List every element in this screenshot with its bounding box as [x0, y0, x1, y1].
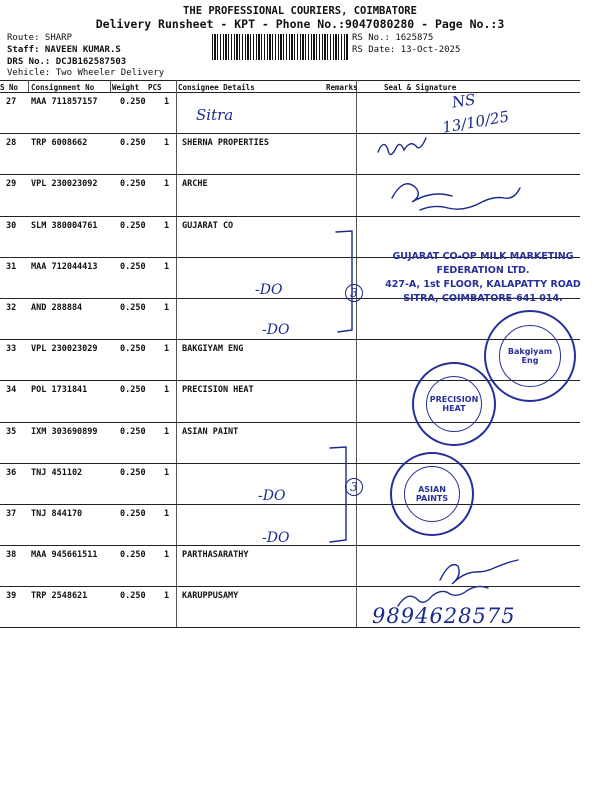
- row-sno: 33: [6, 344, 17, 355]
- remarks-bracket-2: [330, 447, 346, 542]
- row-weight: 0.250: [120, 467, 146, 478]
- row-consignment-no: SLM 380004761: [31, 220, 98, 231]
- col-consignment: Consignment No: [31, 83, 95, 92]
- row-consignee: SHERNA PROPERTIES: [182, 138, 269, 149]
- signature-row-28: [378, 138, 426, 155]
- row-divider: [0, 463, 580, 464]
- row-consignee: ARCHE: [182, 179, 208, 190]
- row-consignment-no: AND 288884: [31, 303, 83, 313]
- col-consignee: Consignee Details: [178, 83, 255, 92]
- row-weight: 0.250: [120, 261, 146, 272]
- bakgiyam-stamp-text: Bakgiyam Eng: [499, 325, 561, 387]
- row-pcs: 1: [164, 550, 170, 561]
- row-pcs: 1: [164, 261, 170, 272]
- precision-stamp-text: PRECISION HEAT: [426, 376, 482, 432]
- remarks-bracket-1: [336, 231, 352, 332]
- gujarat-stamp: [378, 250, 588, 306]
- col-sno: S No: [0, 83, 19, 92]
- bakgiyam-stamp: [484, 310, 576, 402]
- gujarat-stamp-line: FEDERATION LTD.: [436, 265, 530, 276]
- row-divider: [0, 504, 580, 505]
- route-label: Route: SHARP: [7, 33, 73, 43]
- row-consignment-no: TRP 6008662: [31, 138, 88, 149]
- row-weight: 0.250: [120, 385, 146, 396]
- staff-label: Staff: NAVEEN KUMAR.S: [7, 45, 121, 55]
- row-divider: [0, 586, 580, 587]
- row-weight: 0.250: [120, 550, 146, 561]
- handwritten-date: 13/10/25: [440, 107, 511, 137]
- row-sno: 36: [6, 467, 17, 478]
- row-pcs: 1: [164, 385, 170, 396]
- barcode: [212, 34, 348, 60]
- row-consignment-no: MAA 945661511: [31, 550, 98, 561]
- handwritten-initials: NS: [450, 90, 477, 112]
- signature-row-29: [392, 184, 520, 210]
- rs-number: RS No.: 1625875: [352, 33, 434, 43]
- row-consignee: PARTHASARATHY: [182, 550, 249, 561]
- asian-paints-stamp-text: ASIAN PAINTS: [404, 466, 460, 522]
- row-consignee: GUJARAT CO: [182, 220, 234, 231]
- ditto-row-31: -DO: [255, 282, 283, 298]
- row-pcs: 1: [164, 97, 170, 107]
- row-sno: 34: [6, 385, 17, 396]
- precision-stamp: [412, 362, 496, 446]
- table-top-rule: [0, 80, 580, 81]
- row-sno: 37: [6, 509, 17, 519]
- row-divider: [0, 422, 580, 423]
- row-pcs: 1: [164, 179, 170, 190]
- row-pcs: 1: [164, 303, 170, 313]
- row-consignee: BAKGIYAM ENG: [182, 344, 244, 355]
- row-weight: 0.250: [120, 179, 146, 190]
- gujarat-stamp-line: GUJARAT CO-OP MILK MARKETING: [392, 251, 574, 262]
- vehicle-label: Vehicle: Two Wheeler Delivery: [7, 68, 165, 78]
- row-pcs: 1: [164, 344, 170, 355]
- gujarat-stamp-line: SITRA, COIMBATORE-641 014.: [403, 293, 563, 304]
- ditto-row-36: -DO: [258, 488, 286, 504]
- gujarat-stamp-line: 427-A, 1st FLOOR, KALAPATTY ROAD: [385, 279, 581, 290]
- row-divider: [0, 545, 580, 546]
- row-sno: 29: [6, 179, 17, 190]
- row-sno: 30: [6, 220, 17, 231]
- row-consignment-no: POL 1731841: [31, 385, 88, 396]
- row-weight: 0.250: [120, 344, 146, 355]
- row-weight: 0.250: [120, 509, 146, 519]
- row-sno: 32: [6, 303, 17, 313]
- row-weight: 0.250: [120, 138, 146, 149]
- row-consignment-no: IXM 303690899: [31, 426, 98, 437]
- col-remarks: Remarks: [326, 83, 358, 92]
- row-divider: [0, 133, 580, 134]
- row-consignment-no: TRP 2548621: [31, 591, 88, 602]
- row-weight: 0.250: [120, 220, 146, 231]
- row-sno: 35: [6, 426, 17, 437]
- row-consignment-no: MAA 712044413: [31, 261, 98, 272]
- handwritten-sitra: Sitra: [196, 106, 234, 124]
- drs-label: DRS No.: DCJB162587503: [7, 57, 127, 67]
- col-seal-signature: Seal & Signature: [384, 83, 457, 92]
- row-sno: 31: [6, 261, 17, 272]
- row-consignment-no: TNJ 844170: [31, 509, 83, 519]
- col-sep: [110, 80, 111, 92]
- row-divider: [0, 216, 580, 217]
- row-pcs: 1: [164, 138, 170, 149]
- col-sep: [28, 80, 29, 92]
- company-name: THE PROFESSIONAL COURIERS, COIMBATORE: [183, 5, 417, 17]
- row-sno: 39: [6, 591, 17, 602]
- row-consignee: KARUPPUSAMY: [182, 591, 239, 602]
- row-pcs: 1: [164, 426, 170, 437]
- row-consignment-no: VPL 230023029: [31, 344, 98, 355]
- row-pcs: 1: [164, 591, 170, 602]
- signature-row-38: [440, 560, 518, 584]
- row-consignment-no: TNJ 451102: [31, 467, 83, 478]
- col-weight: Weight: [112, 83, 140, 92]
- ditto-row-32: -DO: [262, 322, 290, 338]
- circled-count-1: 3: [345, 284, 363, 302]
- row-weight: 0.250: [120, 303, 146, 313]
- row-divider: [0, 174, 580, 175]
- row-consignee: PRECISION HEAT: [182, 385, 254, 396]
- row-weight: 0.250: [120, 591, 146, 602]
- row-consignment-no: MAA 711857157: [31, 97, 98, 107]
- circled-count-2: 3: [345, 478, 363, 496]
- row-weight: 0.250: [120, 426, 146, 437]
- table-header-rule: [0, 92, 580, 93]
- row-pcs: 1: [164, 509, 170, 519]
- row-consignee: ASIAN PAINT: [182, 426, 239, 437]
- row-sno: 28: [6, 138, 17, 149]
- row-weight: 0.250: [120, 97, 146, 107]
- row-sno: 27: [6, 97, 17, 107]
- row-pcs: 1: [164, 220, 170, 231]
- row-consignment-no: VPL 230023092: [31, 179, 98, 190]
- handwritten-phone: 9894628575: [372, 604, 516, 628]
- asian-paints-stamp: [390, 452, 474, 536]
- col-pcs: PCS: [148, 83, 162, 92]
- row-sno: 38: [6, 550, 17, 561]
- ditto-row-37: -DO: [262, 530, 290, 546]
- runsheet-title: Delivery Runsheet - KPT - Phone No.:9047080280 - Page No.:3: [95, 17, 505, 31]
- rs-date: RS Date: 13-Oct-2025: [352, 45, 461, 55]
- row-pcs: 1: [164, 467, 170, 478]
